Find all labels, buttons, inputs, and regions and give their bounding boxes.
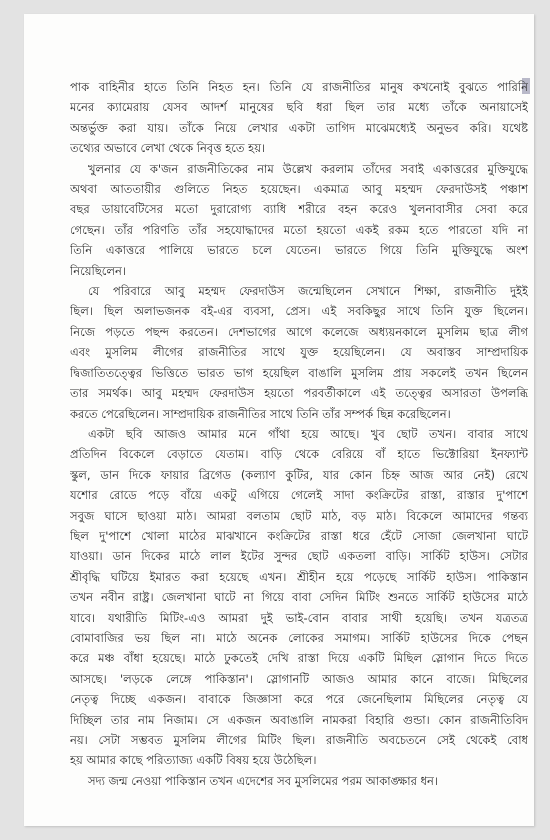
text-line: ছিল। ছিল অলাভজনক বই-এর ব্যবসা, প্রেস। এই সবকিছুর সাথে তিনি যুক্ত ছিলেন।	[70, 304, 528, 319]
text-line: অথবা আততায়ীর গুলিতে নিহত হয়েছেন। একমাত্র আবু মহম্মদ ফেরদাউসই পঞ্চাশ	[70, 182, 528, 197]
text-line: তখন নবীন রাষ্ট্র। জেলখানা ঘাটে না গিয়ে বাবা সেদিন মিটিং শুনতে সার্কিট হাউসের মাঠে	[70, 590, 528, 605]
text-line: পাক বাহিনীর হাতে তিনি নিহত হন। তিনি যে রাজনীতির মানুষ কখনোই বুঝতে পারিনি	[70, 80, 528, 94]
text-line: অন্তর্ভুক্ত করা যায়। তাঁকে নিয়ে লেখার একটা তাগিদ মাঝেমধ্যেই অনুভব করি। যথেষ্ট	[70, 120, 528, 135]
text-line: যে পরিবারে আবু মহম্মদ ফেরদাউস জন্মেছিলেন সেখানে শিক্ষা, রাজনীতি দুইই	[88, 284, 528, 299]
text-line: যাবে। যথারীতি মিটিং-এও আমরা দুই ভাই-বোন বাবার সাথী হয়েছি। তখন যত্রতত্র	[70, 610, 528, 625]
text-line: যশোর রোডে পড়ে বাঁয়ে একটু এগিয়ে গেলেই সাদা কংক্রিটের রাস্তা, রাস্তার দু'পাশে	[70, 488, 528, 503]
text-line: দ্বিজাতিতত্ত্বের ভিত্তিতে ভারত ভাগ হয়েছিল বাঙালি মুসলিম প্রায় সকলেই তখন ছিলেন	[70, 365, 528, 380]
text-line: করতে পেরেছিলেন। সাম্প্রদায়িক রাজনীতির সাথে তিনি তাঁর সম্পর্ক ছিন্ন করেছিলেন।	[70, 406, 451, 421]
text-line: সবুজ ঘাসে ছাওয়া মাঠ। আমরা বলতাম ছোট মাঠ, বড় মাঠ। বিকেলে আমাদের গন্তব্য	[70, 508, 528, 523]
text-line: নিজে পড়তে পছন্দ করতেন। দেশভাগের আগে কলেজে অধ্যয়নকালে মুসলিম ছাত্র লীগ	[70, 324, 528, 339]
text-line: আসছে। 'লড়কে লেঙ্গে পাকিস্তান'। স্লোগানটি আজও আমার কানে বাজে। মিছিলের	[70, 671, 528, 686]
text-line: নেতৃত্ব দিচ্ছে একজন। বাবাকে জিজ্ঞাসা করে পরে জেনেছিলাম মিছিলের নেতৃত্ব যে	[70, 692, 528, 707]
text-line: খুলনার যে ক'জন রাজনীতিকের নাম উল্লেখ করলাম তাঁদের সবাই একাত্তরের মুক্তিযুদ্ধে	[88, 161, 528, 176]
text-line: নিয়েছিলেন।	[70, 263, 126, 278]
text-line: বোমাবাজির ভয় ছিল না। মাঠে অনেক লোকের সমাগম। সার্কিট হাউসের দিকে পেছন	[70, 630, 528, 645]
book-page	[24, 14, 534, 826]
text-line: সদ্য জন্ম নেওয়া পাকিস্তান তখন এদেশের সব মুসলিমের পরম আকাঙ্ক্ষার ধন।	[88, 773, 438, 788]
text-line: এবং মুসলিম লীগের রাজনীতির সাথে যুক্ত হয়েছিলেন। যে অবাস্তব সাম্প্রদায়িক	[70, 345, 528, 360]
text-line: গেছেন। তাঁর পরিণতি তাঁর সহযোদ্ধাদের মতো হয়তো একই রকম হতে পারতো যদি না	[70, 222, 528, 237]
paragraph	[70, 771, 528, 791]
text-line: হয় আমার কাছে পরিত্যাজ্য একটি বিষয় হয়ে উঠেছিল।	[70, 753, 317, 768]
paragraph	[70, 159, 528, 281]
text-line: তিনি একাত্তরে পালিয়ে ভারতে চলে যেতেন। ভারতে গিয়ে তিনি মুক্তিযুদ্ধে অংশ	[70, 243, 528, 258]
text-line: ছিল দু'পাশে খোলা মাঠের মাঝখানে কংক্রিটের রাস্তা ধরে হেঁটে সোজা জেলখানা ঘাটে	[70, 528, 528, 543]
paragraph	[70, 281, 528, 424]
text-line: তথ্যের অভাবে লেখা থেকে নিবৃত্ত হতে হয়।	[70, 141, 266, 156]
text-line: যাওয়া। ডান দিকের মাঠে লাল ইটের সুন্দর ছোট একতলা বাড়ি। সার্কিট হাউস। সেটার	[70, 549, 528, 564]
text-line: নয়। সেটা সম্ভবত মুসলিম লীগের মিটিং ছিল। রাজনীতি অবচেতনে সেই থেকেই বোধ	[70, 733, 528, 747]
text-line: তার সমর্থক। আবু মহম্মদ ফেরদাউস হয়তো পরবর্তীকালে এই তত্ত্বের অসারতা উপলব্ধি	[70, 386, 528, 401]
text-line: মনের ক্যামেরায় যেসব আদর্শ মানুষের ছবি ধরা ছিল তার মধ্যে তাঁকে অনায়াসেই	[70, 100, 528, 115]
text-line: দিচ্ছিল তার নাম নিজাম। সে একজন অবাঙালি নামকরা বিহারি গুন্ডা। কোন রাজনীতিবিদ	[70, 712, 528, 727]
text-line: প্রতিদিন বিকেলে বেড়াতে যেতাম। বাড়ি থেকে বেরিয়ে বাঁ হাতে ভিক্টোরিয়া ইনফ্যান্ট	[70, 447, 528, 462]
paragraph	[70, 424, 528, 771]
text-line: স্কুল, ডান দিকে ফায়ার ব্রিগেড (কল্যাণ কুটির, যার কোন চিহ্ন আজ আর নেই) রেখে	[70, 467, 528, 482]
text-line: করে মঞ্চ বাঁধা হয়েছে। মাঠে ঢুকতেই দেখি রাস্তা দিয়ে একটি মিছিল স্লোগান দিতে দিতে	[70, 651, 528, 666]
page-body-text	[70, 77, 528, 791]
text-line: বছর ডায়াবেটিসের মতো দুরারোগ্য ব্যাধি শরীরে বহন করেও খুলনাবাসীর সেবা করে	[70, 202, 528, 217]
text-line: শ্রীবৃদ্ধি ঘটিয়ে ইমারত করা হয়েছে এখন। শ্রীহীন হয়ে পড়েছে সার্কিট হাউস। পাকিস্তান	[70, 569, 528, 584]
paragraph	[70, 77, 528, 159]
text-line: একটা ছবি আজও আমার মনে গাঁথা হয়ে আছে। খুব ছোট তখন। বাবার সাথে	[88, 426, 528, 441]
